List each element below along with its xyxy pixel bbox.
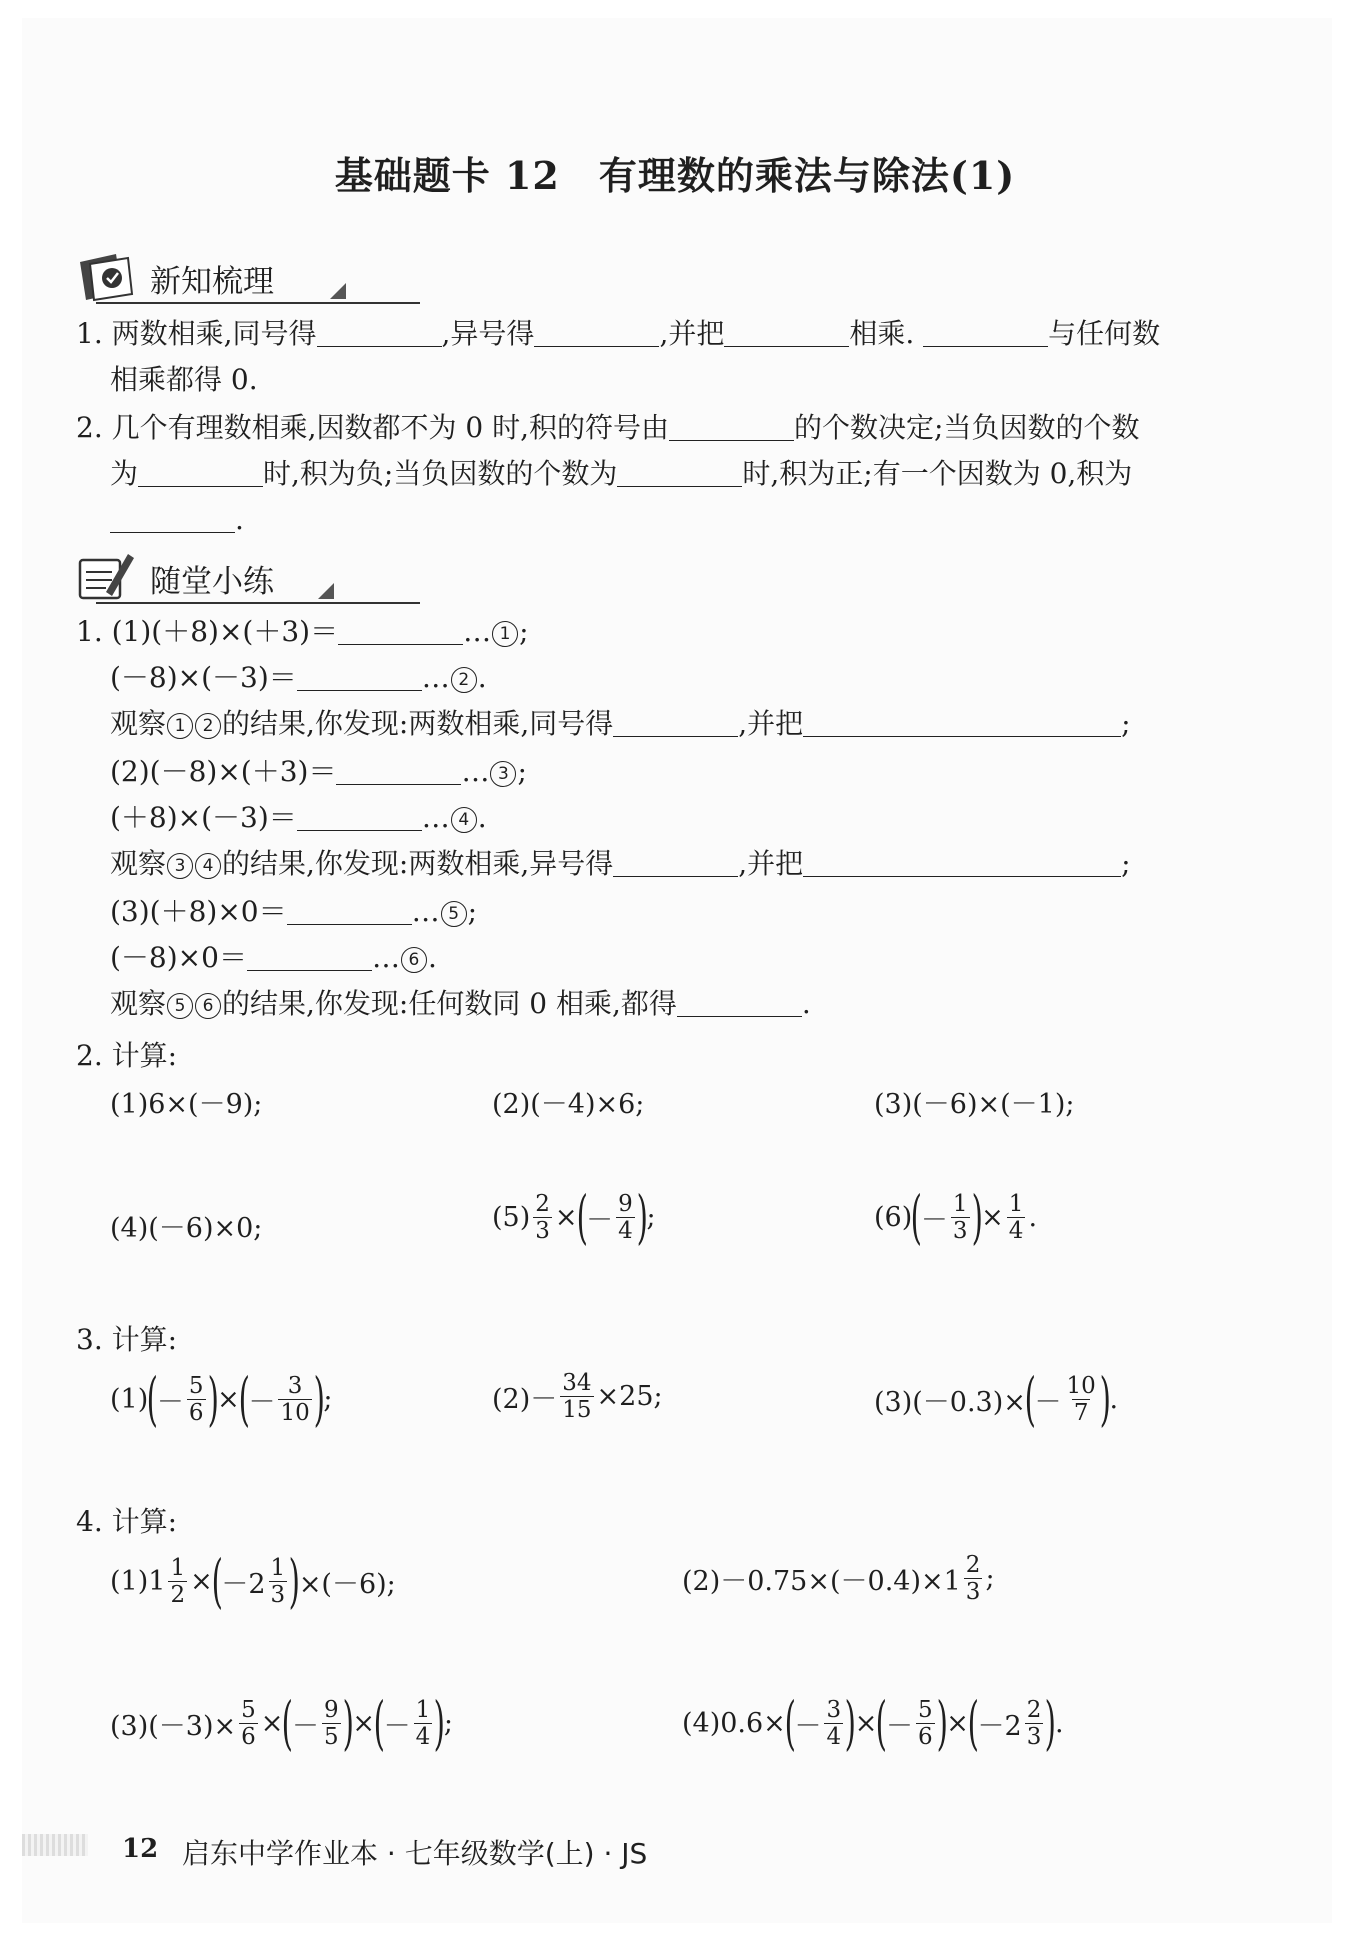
q3-problem-1: (1) ( － $\frac{5}{6}$ ) × ( － $\frac{3}{10}$ ) ; (110, 1365, 333, 1433)
circled-number: 4 (451, 807, 477, 833)
left-paren: ( (238, 1365, 250, 1433)
section-title: 新知梳理 (150, 264, 274, 300)
section-underline (96, 602, 420, 604)
right-paren: ) (207, 1365, 219, 1433)
right-paren: ) (288, 1547, 301, 1615)
answer-blank[interactable] (617, 456, 742, 487)
left-paren: ( (910, 1183, 923, 1251)
practice-q3-label: 3. 计算: (76, 1323, 178, 1356)
section-title: 随堂小练 (150, 564, 274, 600)
answer-blank[interactable] (613, 706, 738, 737)
left-paren: ( (282, 1689, 294, 1757)
right-paren: ) (971, 1183, 983, 1251)
q4-problem-2: (2)－0.75×(－0.4)×1 $\frac{2}{3}$ ; (682, 1552, 995, 1605)
answer-blank[interactable] (669, 410, 794, 441)
fraction: $\frac{2}{3}$ (535, 1190, 550, 1244)
fraction: $\frac{1}{3}$ (270, 1554, 286, 1608)
section-header-practice (76, 548, 332, 604)
fraction: $\frac{5}{6}$ (241, 1696, 256, 1750)
answer-blank[interactable] (803, 846, 1121, 877)
q2-problem-5: (5) $\frac{2}{3}$ × ( － $\frac{9}{4}$ ) ; (492, 1183, 656, 1251)
answer-blank[interactable] (923, 316, 1048, 347)
right-paren: ) (342, 1689, 354, 1757)
page-number: 12 (122, 1834, 159, 1864)
q2-problem-3: (3)(－6)×(－1); (874, 1089, 1075, 1120)
answer-blank[interactable] (724, 316, 849, 347)
left-paren: ( (967, 1689, 979, 1757)
answer-blank[interactable] (534, 316, 659, 347)
circled-number: 1 (167, 713, 193, 739)
q4-problem-4: (4)0.6× ( － $\frac{3}{4}$ ) × ( － $\frac{5}{6}$ ) × ( －2 $\frac{2}{3}$ ) . (682, 1689, 1064, 1757)
circled-number: 1 (492, 621, 518, 647)
book-title: 启东中学作业本 · 七年级数学(上) · JS (182, 1837, 648, 1870)
practice-q1-observe2: 观察 3 4 的结果,你发现:两数相乘,异号得 ,并把 ; (110, 847, 1131, 880)
practice-q1-line3: (2)(－8)×(＋3)＝ … 3 ; (110, 755, 527, 788)
answer-blank[interactable] (338, 614, 463, 645)
circled-number: 3 (490, 761, 516, 787)
answer-blank[interactable] (297, 660, 422, 691)
footer-decoration (22, 1834, 88, 1856)
left-paren: ( (373, 1689, 385, 1757)
answer-blank[interactable] (613, 846, 738, 877)
left-paren: ( (784, 1689, 796, 1757)
answer-blank[interactable] (803, 706, 1121, 737)
answer-blank[interactable] (247, 940, 372, 971)
q4-problem-1: (1)1 $\frac{1}{2}$ × ( －2 $\frac{1}{3}$ ) ×(－6); (110, 1547, 396, 1615)
triangle-marker-icon (330, 283, 346, 299)
practice-q1-line4: (＋8)×(－3)＝ … 4 . (110, 801, 487, 834)
left-paren: ( (876, 1689, 888, 1757)
fraction: $\frac{10}{7}$ (1066, 1372, 1096, 1426)
fraction: $\frac{5}{6}$ (918, 1696, 933, 1750)
section-underline (96, 302, 420, 304)
right-paren: ) (313, 1365, 325, 1433)
practice-q4-label: 4. 计算: (76, 1505, 178, 1538)
answer-blank[interactable] (336, 754, 461, 785)
knowledge-q1-line2: 相乘都得 0. (110, 363, 258, 396)
right-paren: ) (1045, 1689, 1057, 1757)
left-paren: ( (211, 1547, 223, 1615)
triangle-marker-icon (318, 583, 334, 599)
section-header-new-knowledge (76, 248, 344, 304)
left-paren: ( (146, 1365, 159, 1433)
circled-number: 6 (401, 947, 427, 973)
q4-problem-3: (3)(－3)× $\frac{5}{6}$ × ( － $\frac{9}{5}$ ) × ( － $\frac{1}{4}$ ) ; (110, 1689, 453, 1757)
practice-q1-observe1: 观察 1 2 的结果,你发现:两数相乘,同号得 ,并把 ; (110, 707, 1131, 740)
circled-number: 6 (195, 993, 221, 1019)
q2-problem-6: (6) ( － $\frac{1}{3}$ ) × $\frac{1}{4}$ . (874, 1183, 1038, 1251)
practice-q2-label: 2. 计算: (76, 1039, 178, 1072)
circled-number: 2 (451, 667, 477, 693)
right-paren: ) (433, 1689, 446, 1757)
page-title: 基础题卡 12 有理数的乘法与除法(1) (334, 153, 1016, 198)
practice-q1-observe3: 观察 5 6 的结果,你发现:任何数同 0 相乘,都得 . (110, 987, 811, 1020)
left-paren: ( (576, 1183, 588, 1251)
knowledge-q2-line3: . (110, 500, 244, 540)
right-paren: ) (1099, 1365, 1111, 1433)
answer-blank[interactable] (287, 894, 412, 925)
fraction: $\frac{34}{15}$ (562, 1370, 592, 1423)
fraction: $\frac{2}{3}$ (965, 1552, 981, 1605)
answer-blank[interactable] (317, 316, 442, 347)
q3-problem-2: (2)－ $\frac{34}{15}$ ×25; (492, 1370, 663, 1423)
answer-blank[interactable] (138, 456, 263, 487)
q2-problem-2: (2)(－4)×6; (492, 1089, 645, 1120)
fraction: $\frac{1}{4}$ (415, 1696, 431, 1750)
fraction: $\frac{3}{10}$ (280, 1372, 310, 1426)
right-paren: ) (636, 1183, 648, 1251)
circled-number: 2 (195, 713, 221, 739)
circled-number: 5 (167, 993, 193, 1019)
answer-blank[interactable] (677, 986, 802, 1017)
notepad-pencil-icon (76, 548, 138, 604)
left-paren: ( (1024, 1365, 1036, 1433)
circled-number: 5 (441, 901, 467, 927)
circled-number: 3 (167, 853, 193, 879)
q2-problem-1: (1)6×(－9); (110, 1089, 263, 1120)
right-paren: ) (844, 1689, 857, 1757)
fraction: $\frac{9}{4}$ (618, 1190, 633, 1244)
knowledge-q2-line1: 2. 几个有理数相乘,因数都不为 0 时,积的符号由 的个数决定;当负因数的个数 (76, 411, 1140, 444)
answer-blank[interactable] (297, 800, 422, 831)
fraction: $\frac{1}{2}$ (170, 1554, 186, 1608)
fraction: $\frac{2}{3}$ (1026, 1696, 1042, 1750)
notebook-check-icon (76, 248, 138, 304)
q3-problem-3: (3)(－0.3)× ( － $\frac{10}{7}$ ) . (874, 1365, 1119, 1433)
q2-problem-4: (4)(－6)×0; (110, 1213, 263, 1244)
fraction: $\frac{5}{6}$ (188, 1372, 204, 1426)
fraction: $\frac{9}{5}$ (324, 1696, 339, 1750)
practice-q1-line5: (3)(＋8)×0＝ … 5 ; (110, 895, 478, 928)
right-paren: ) (936, 1689, 948, 1757)
circled-number: 4 (195, 853, 221, 879)
knowledge-q2-line2: 为 时,积为负;当负因数的个数为 时,积为正;有一个因数为 0,积为 (110, 457, 1133, 490)
fraction: $\frac{3}{4}$ (826, 1696, 842, 1750)
fraction: $\frac{1}{4}$ (1008, 1190, 1024, 1244)
fraction: $\frac{1}{3}$ (952, 1190, 968, 1244)
knowledge-q1-line1: 1. 两数相乘,同号得 ,异号得 ,并把 相乘. 与任何数 (76, 317, 1161, 350)
answer-blank[interactable] (110, 502, 235, 533)
practice-q1-line2: (－8)×(－3)＝ … 2 . (110, 661, 487, 694)
practice-q1-line6: (－8)×0＝ … 6 . (110, 941, 437, 974)
practice-q1-line1: 1. (1)(＋8)×(＋3)＝ … 1 ; (76, 615, 529, 648)
